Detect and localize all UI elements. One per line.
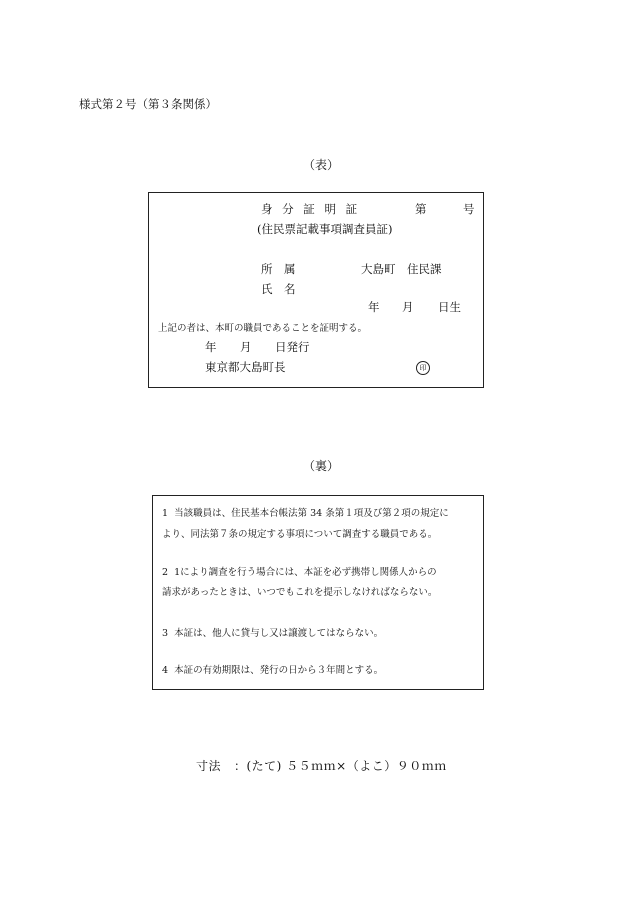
- issue-month-label: 月: [240, 340, 252, 354]
- back-item-number: 4: [162, 665, 169, 676]
- dimensions-label: 寸法: [196, 759, 222, 773]
- dimensions-note: [196, 757, 447, 774]
- affiliation-label: 所 属: [261, 262, 296, 276]
- back-item: [162, 625, 383, 639]
- back-item: [162, 505, 449, 519]
- seal-mark-icon: 印: [416, 361, 430, 375]
- certification-statement: 上記の者は、本町の職員であることを証明する。: [158, 323, 368, 334]
- back-item: [162, 662, 383, 676]
- front-card: [148, 192, 484, 388]
- back-item-text: 本証の有効期限は、発行の日から３年間とする。: [174, 665, 384, 676]
- back-item-number: 1: [162, 508, 169, 519]
- back-card: [152, 495, 484, 690]
- back-item-text: 当該職員は、住民基本台帳法第 34 条第１項及び第２項の規定に: [174, 508, 449, 519]
- back-item-continuation: 請求があったときは、いつでもこれを提示しなければならない。: [162, 587, 438, 598]
- issue-year-label: 年: [205, 340, 217, 354]
- back-item: [162, 564, 437, 578]
- form-number: 様式第２号（第３条関係）: [79, 97, 217, 111]
- back-item-number: 2: [162, 567, 169, 578]
- issuer-name: 東京都大島町長: [205, 360, 286, 374]
- card-number-suffix: 号: [463, 202, 475, 216]
- back-item-text: 1により調査を行う場合には、本証を必ず携帯し関係人からの: [174, 567, 437, 578]
- birth-month-label: 月: [402, 300, 414, 314]
- birth-year-label: 年: [368, 300, 380, 314]
- front-side-label: （表）: [303, 158, 340, 172]
- back-item-continuation: より、同法第７条の規定する事項について調査する職員である。: [162, 529, 438, 540]
- issue-day-label: 日発行: [275, 340, 310, 354]
- back-side-label: （裏）: [303, 459, 340, 473]
- name-label: 氏 名: [261, 282, 296, 296]
- card-subtitle: (住民票記載事項調査員証): [257, 222, 393, 236]
- card-number-label: 第: [415, 202, 427, 216]
- affiliation-value: 大島町 住民課: [361, 262, 442, 276]
- card-title: 身 分 証 明 証: [261, 202, 361, 216]
- birth-day-label: 日生: [438, 300, 461, 314]
- back-item-text: 本証は、他人に貸与し又は譲渡してはならない。: [174, 628, 384, 639]
- back-item-number: 3: [162, 628, 169, 639]
- dimensions-value: ：(たて) ５５ｍｍ×（よこ）９０ｍｍ: [233, 759, 447, 773]
